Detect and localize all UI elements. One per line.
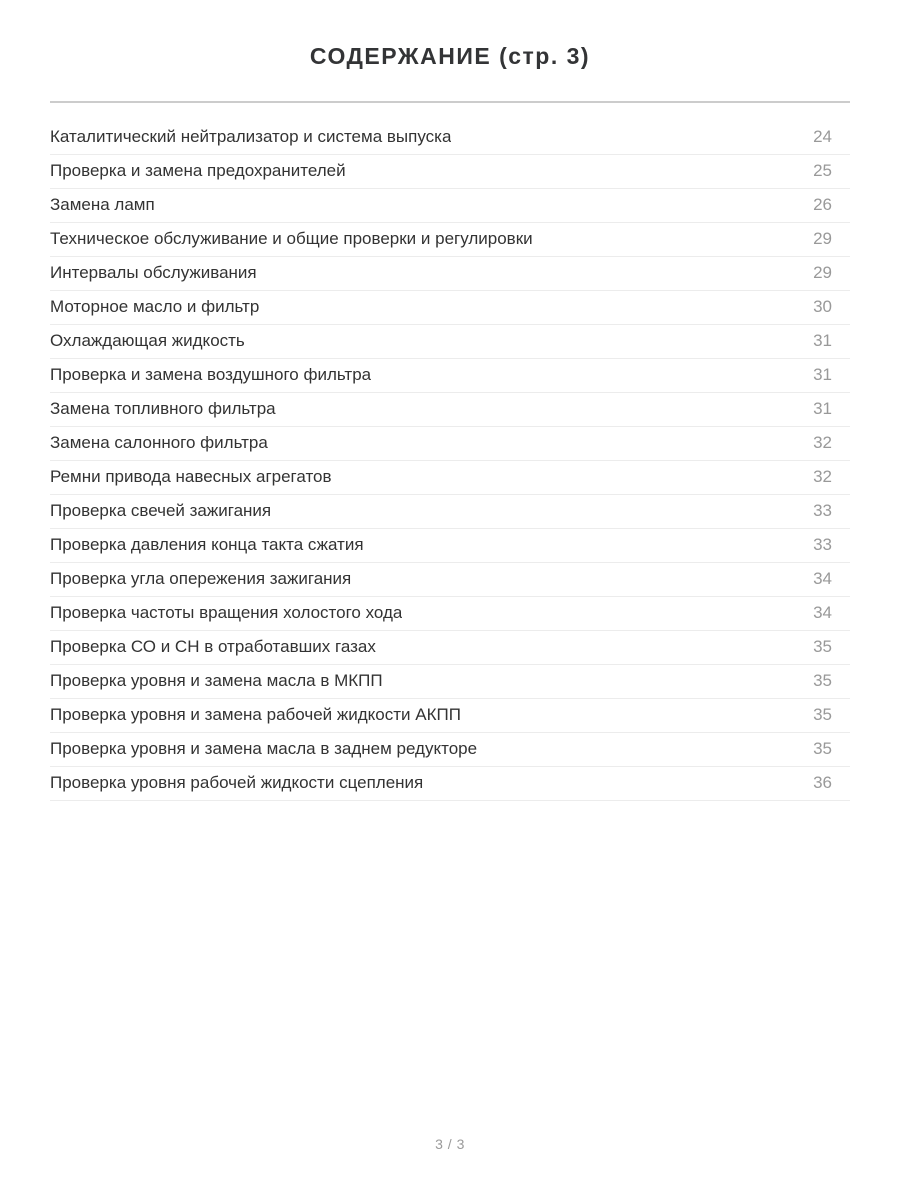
toc-entry-page: 32 <box>813 467 832 487</box>
toc-row[interactable] <box>50 427 850 461</box>
toc-entry-title: Замена топливного фильтра <box>50 399 276 419</box>
toc-row[interactable] <box>50 257 850 291</box>
toc-entry-page: 24 <box>813 127 832 147</box>
toc-entry-page: 33 <box>813 535 832 555</box>
toc-entry-title: Каталитический нейтрализатор и система выпуска <box>50 127 452 147</box>
toc-row[interactable] <box>50 733 850 767</box>
toc-entry-page: 34 <box>813 603 832 623</box>
toc-entry-page: 30 <box>813 297 832 317</box>
page-title: СОДЕРЖАНИЕ (стр. 3) <box>309 43 591 69</box>
toc-entry-page: 25 <box>813 161 832 181</box>
toc-list <box>50 121 850 801</box>
toc-entry-title: Проверка уровня и замена рабочей жидкости АКПП <box>50 705 461 725</box>
toc-entry-title: Проверка и замена воздушного фильтра <box>50 365 372 385</box>
toc-row[interactable] <box>50 155 850 189</box>
toc-entry-title: Проверка уровня и замена масла в МКПП <box>50 671 383 691</box>
toc-entry-page: 26 <box>813 195 832 215</box>
toc-row[interactable] <box>50 461 850 495</box>
toc-entry-title: Замена ламп <box>50 195 155 215</box>
toc-row[interactable] <box>50 291 850 325</box>
toc-entry-page: 34 <box>813 569 832 589</box>
toc-row[interactable] <box>50 121 850 155</box>
toc-entry-page: 32 <box>813 433 832 453</box>
toc-entry-page: 35 <box>813 637 832 657</box>
toc-row[interactable] <box>50 495 850 529</box>
toc-entry-page: 31 <box>813 399 832 419</box>
toc-entry-title: Проверка СО и СН в отработавших газах <box>50 637 376 657</box>
page-indicator: 3 / 3 <box>435 1136 465 1152</box>
toc-entry-title: Проверка угла опережения зажигания <box>50 569 352 589</box>
toc-entry-title: Ремни привода навесных агрегатов <box>50 467 332 487</box>
toc-entry-title: Моторное масло и фильтр <box>50 297 260 317</box>
toc-entry-page: 29 <box>813 263 832 283</box>
toc-entry-title: Техническое обслуживание и общие проверки и регулировки <box>50 229 533 249</box>
toc-entry-page: 31 <box>813 365 832 385</box>
toc-row[interactable] <box>50 699 850 733</box>
toc-row[interactable] <box>50 393 850 427</box>
toc-entry-title: Проверка уровня рабочей жидкости сцепления <box>50 773 424 793</box>
toc-entry-title: Проверка и замена предохранителей <box>50 161 346 181</box>
toc-entry-page: 35 <box>813 671 832 691</box>
toc-entry-title: Проверка давления конца такта сжатия <box>50 535 364 555</box>
toc-row[interactable] <box>50 563 850 597</box>
toc-entry-page: 31 <box>813 331 832 351</box>
toc-entry-title: Интервалы обслуживания <box>50 263 257 283</box>
toc-row[interactable] <box>50 631 850 665</box>
toc-entry-page: 35 <box>813 705 832 725</box>
toc-entry-title: Замена салонного фильтра <box>50 433 268 453</box>
toc-row[interactable] <box>50 325 850 359</box>
toc-row[interactable] <box>50 359 850 393</box>
toc-entry-title: Проверка уровня и замена масла в заднем редукторе <box>50 739 478 759</box>
toc-entry-title: Проверка свечей зажигания <box>50 501 272 521</box>
toc-entry-page: 35 <box>813 739 832 759</box>
toc-row[interactable] <box>50 597 850 631</box>
toc-entry-page: 29 <box>813 229 832 249</box>
toc-entry-title: Охлаждающая жидкость <box>50 331 245 351</box>
toc-row[interactable] <box>50 529 850 563</box>
title-divider <box>50 101 850 103</box>
toc-row[interactable] <box>50 767 850 801</box>
toc-row[interactable] <box>50 665 850 699</box>
toc-entry-title: Проверка частоты вращения холостого хода <box>50 603 403 623</box>
toc-row[interactable] <box>50 223 850 257</box>
toc-entry-page: 33 <box>813 501 832 521</box>
toc-row[interactable] <box>50 189 850 223</box>
toc-entry-page: 36 <box>813 773 832 793</box>
